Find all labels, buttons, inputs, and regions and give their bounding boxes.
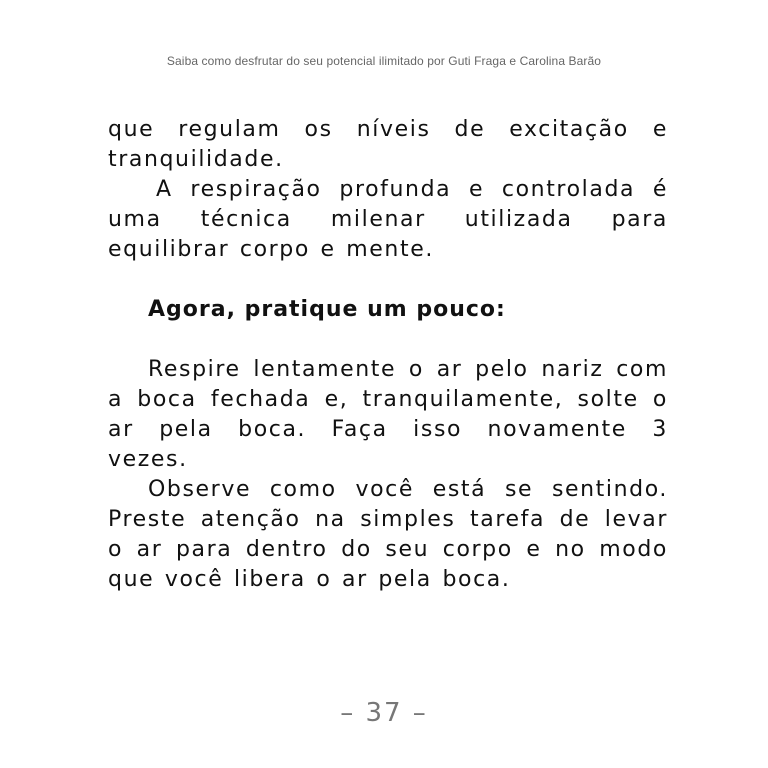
page-number: – 37 –	[340, 698, 428, 728]
page-body	[108, 115, 668, 595]
paragraph-breathing: A respiração profunda e controlada é uma técnica milenar utilizada para equilibrar corpo e mente.	[108, 177, 668, 262]
section-subheading: Agora, pratique um pouco:	[148, 297, 506, 322]
paragraph-continuation: que regulam os níveis de excitação e tranquilidade.	[108, 117, 668, 172]
paragraph-exercise: Respire lentamente o ar pelo nariz com a boca fechada e, tranquilamente, solte o ar pela boca. Faça isso novamente 3 vezes.	[108, 357, 668, 472]
running-header: Saiba como desfrutar do seu potencial ilimitado por Guti Fraga e Carolina Barão	[166, 54, 602, 68]
paragraph-observe: Observe como você está se sentindo. Preste atenção na simples tarefa de levar o ar para dentro do seu corpo e no modo que você libera o ar pela boca.	[108, 477, 668, 592]
